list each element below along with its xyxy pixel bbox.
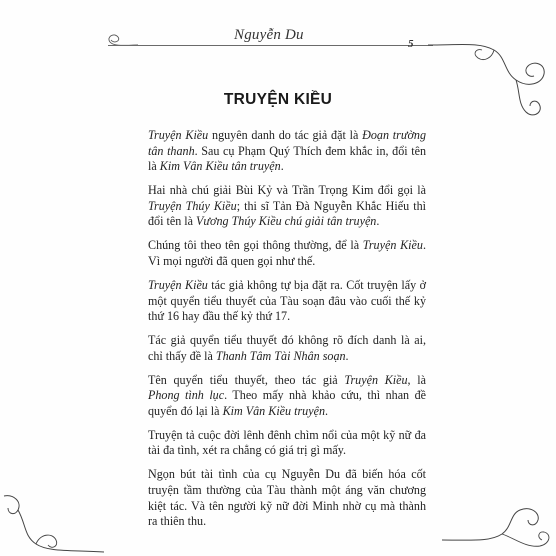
italic-text: Phong tình lục [148,388,225,403]
text-run: nguyên danh do tác giả đặt là [208,128,363,142]
paragraph [148,333,426,364]
text-run: Ngọn bút tài tình của cụ Nguyễn Du đã biến hóa cốt truyện tầm thường của Tàu thành một áng văn chương kiệt tác. Và tên người kỹ nữ đời Minh nhờ cụ mà thành ra thiên thu. [148,467,426,529]
text-run: . [376,214,380,229]
text-run: Chúng tôi theo tên gọi thông thường, để là [148,238,363,253]
text-run: . Sau cụ Phạm Quý Thích đem khắc in, đổi tên là [148,143,426,174]
text-run: , là [407,372,427,387]
italic-text: Truyện Kiều [148,277,208,292]
text-run: Truyện tả cuộc đời lênh đênh chìm nổi của một kỹ nữ đa tài đa tình, xét ra chẳng có giá trị gì mấy. [148,427,426,458]
paragraph [148,373,426,420]
paragraph [148,128,426,175]
text-run: ; thi sĩ Tản Đà Nguyễn Khắc Hiếu thì đổi tên là [148,198,427,229]
header-flourish-left-icon [100,28,140,54]
header-rule [108,45,433,46]
text-run: . Theo mấy nhà khảo cứu, thì nhan đề quyển đó lại là [148,388,426,418]
text-run: . [325,403,329,418]
paragraph [148,238,426,269]
paragraph [148,467,426,529]
corner-ornament-bottom-right-icon [440,500,556,556]
text-run: Hai nhà chú giải Bùi Kỷ và Trần Trọng Kim đổi gọi là [148,183,426,198]
text-run: . [280,159,284,174]
text-run: Tác giả quyển tiểu thuyết đó không rõ đích danh là ai, chỉ thấy đề là [148,333,426,363]
paragraph [148,278,426,325]
italic-text: Đoạn trường tân thanh [148,128,426,158]
paragraph [148,183,426,230]
italic-text: Vương Thúy Kiều chú giải tân truyện [196,214,377,229]
text-run: tác giả không tự bịa đặt ra. Cốt truyện lấy ở một quyển tiểu thuyết của Tàu soạn đâu vào cuối thế kỷ thứ 16 hay đầu thế kỷ thứ 17. [148,277,426,324]
chapter-title: TRUYỆN KIỀU [223,91,333,108]
italic-text: Kim Vân Kiều truyện [222,403,326,418]
italic-text: Kim Vân Kiều tân truyện [159,159,281,174]
text-run: Tên quyển tiểu thuyết, theo tác giả [148,372,345,387]
running-head-author: Nguyễn Du [234,27,304,43]
italic-text: Truyện Kiều [148,128,209,142]
page-number: 5 [408,38,414,50]
body-text [148,128,426,538]
italic-text: Truyện Kiều [344,372,408,387]
corner-ornament-bottom-left-icon [0,490,110,556]
italic-text: Truyện Thúy Kiều [148,198,237,213]
italic-text: Thanh Tâm Tài Nhân soạn [215,348,346,363]
text-run: . [345,348,349,363]
paragraph [148,428,426,459]
italic-text: Truyện Kiều [362,238,423,253]
text-run: . Vì mọi người đã quen gọi như thế. [148,238,426,268]
